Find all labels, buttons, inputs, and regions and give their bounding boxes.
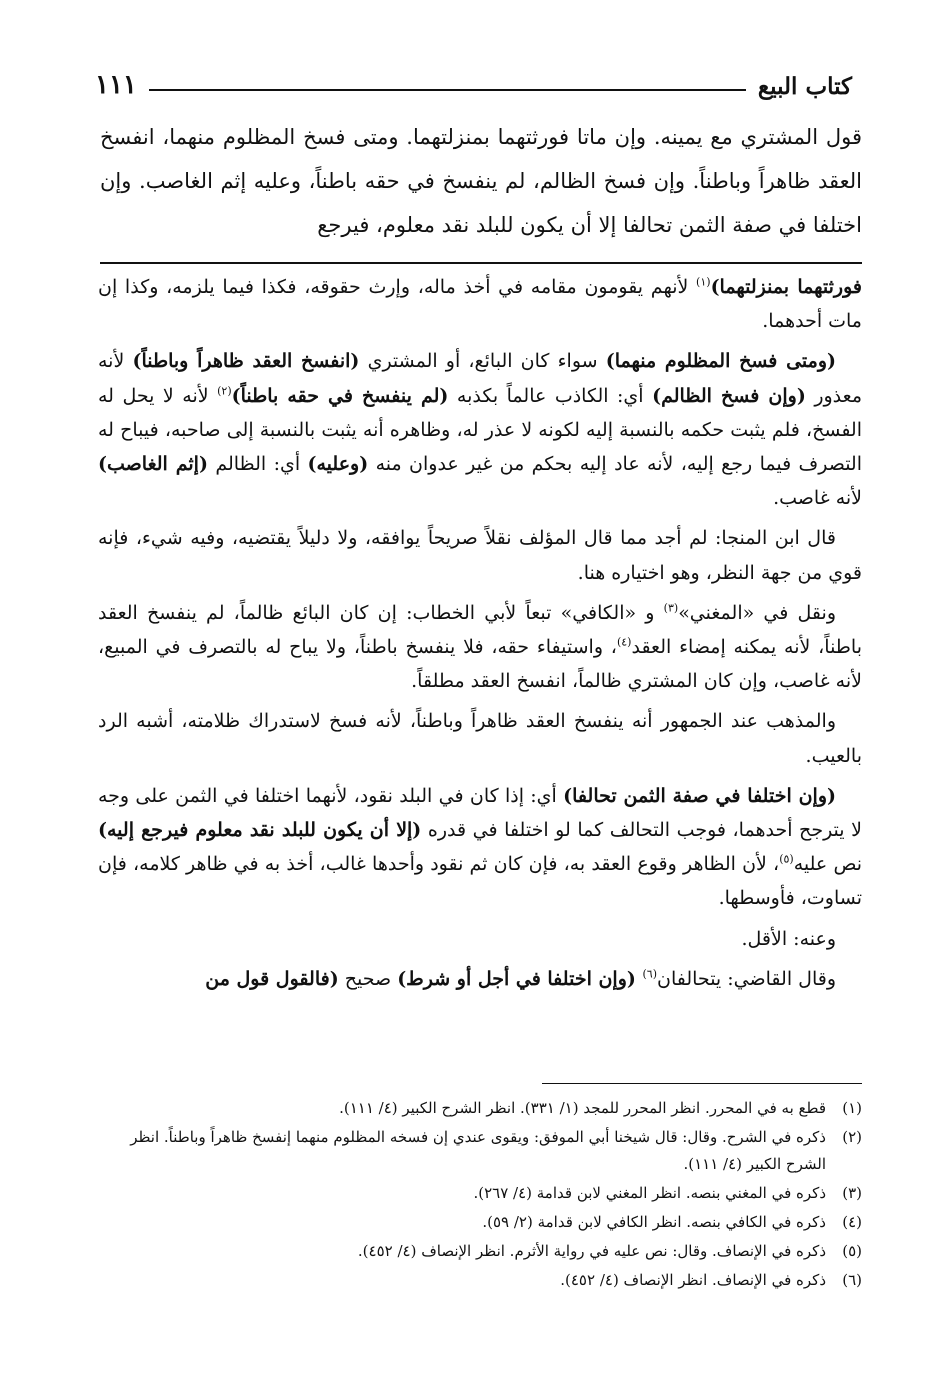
header-rule	[149, 89, 746, 91]
commentary-text: أي: الكاذب عالماً بكذبه	[448, 384, 653, 407]
commentary-text: وقال القاضي: يتحالفان	[657, 967, 836, 990]
commentary-paragraph	[98, 270, 862, 338]
commentary-text: سواء كان البائع، أو المشتري	[359, 350, 606, 373]
footnote-ref: (٢)	[217, 384, 232, 398]
commentary-paragraph	[98, 344, 862, 515]
text-divider	[100, 262, 862, 264]
footnote	[92, 1180, 862, 1207]
running-header	[95, 60, 852, 100]
footnote-number: (٣)	[842, 1184, 862, 1202]
footnote	[92, 1267, 862, 1294]
commentary-text: أي: إذا كان في البلد نقود، لأنهما اختلفا في الثمن على وجه لا يترجح أحدهما، فوجب التحالف كما لو اختلفا في قدره	[98, 784, 862, 842]
commentary-text: ، لأن الظاهر وقوع العقد به، فإن كان ثم نقود وأحدها غالب، أخذ به في ظاهر كلامه، فإن تساوت، فأوسطها.	[98, 853, 862, 910]
commentary-text: أي: الظالم	[207, 453, 308, 476]
commentary-paragraph	[98, 596, 862, 699]
chapter-title: كتاب البيع	[757, 73, 852, 100]
commentary-paragraph	[98, 779, 862, 916]
footnote-text: ذكره في الإنصاف. انظر الإنصاف (٤/ ٤٥٢).	[560, 1271, 826, 1289]
footnote-number: (١)	[842, 1099, 862, 1117]
quoted-text: (ومتى فسخ المظلوم منهما)	[605, 350, 837, 373]
commentary-paragraph: وعنه: الأقل.	[741, 927, 836, 950]
quoted-text: (انفسخ العقد ظاهراً وباطناً)	[132, 350, 360, 373]
quoted-text: (وإن اختلفا في أجل أو شرط)	[397, 967, 643, 990]
quoted-text: (إثم الغاصب)	[98, 453, 208, 476]
commentary	[98, 270, 862, 1002]
footnote	[92, 1238, 862, 1265]
footnote-ref: (٥)	[779, 852, 794, 866]
footnote-ref: (٣)	[663, 601, 679, 615]
commentary-paragraph: والمذهب عند الجمهور أنه ينفسخ العقد ظاهراً وباطناً، لأنه فسخ لاستدراك ظلامته، أشبه الرد بالعيب.	[98, 710, 862, 767]
footnote-text: ذكره في الكافي بنصه. انظر الكافي لابن قدامة (٢/ ٥٩).	[482, 1213, 826, 1231]
footnote-number: (٦)	[842, 1271, 862, 1289]
footnote-ref: (١)	[696, 275, 711, 289]
footnote-number: (٤)	[842, 1213, 862, 1231]
commentary-text: ونقل في «المغني»	[678, 601, 836, 624]
commentary-text: ، واستيفاء حقه، فلا ينفسخ باطناً، ولا يباح له بالتصرف في المبيع، لأنه غاصب، وإن كان المشتري ظالماً، انفسخ العقد مطلقاً.	[98, 636, 862, 693]
footnotes	[92, 1095, 862, 1296]
commentary-text: لأنه معذور	[98, 350, 863, 407]
main-text: قول المشتري مع يمينه. وإن ماتا فورثتهما بمنزلتهما. ومتى فسخ المظلوم منهما، انفسخ العقد ظاهراً وباطناً. وإن فسخ الظالم، لم ينفسخ في حقه باطناً، وعليه إثم الغاصب. وإن اختلفا في صفة الثمن تحالفا إلا أن يكون للبلد نقد معلوم، فيرجع	[100, 125, 862, 237]
commentary-paragraph	[98, 962, 862, 996]
commentary-text: لأنه غاصب.	[773, 487, 862, 510]
footnote	[92, 1095, 862, 1122]
footnote-text: ذكره في الإنصاف. وقال: نص عليه في رواية الأثرم. انظر الإنصاف (٤/ ٤٥٢).	[357, 1242, 826, 1260]
commentary-text: و «الكافي» تبعاً لأبي الخطاب: إن كان البائع ظالماً، لم ينفسخ العقد باطناً، لأنه يمكنه إمضاء العقد	[98, 601, 863, 659]
footnote	[92, 1124, 862, 1178]
footnote-number: (٥)	[842, 1242, 862, 1260]
footnote-text: ذكره في المغني بنصه. انظر المغني لابن قدامة (٤/ ٢٦٧).	[473, 1184, 826, 1202]
commentary-paragraph: قال ابن المنجا: لم أجد مما قال المؤلف نقلاً صريحاً يوافقه، ولا دليلاً يقتضيه، وفيه شيء، فإنه قوي من جهة النظر، وهو اختياره هنا.	[98, 527, 862, 584]
footnote-ref: (٦)	[642, 967, 657, 981]
footnote	[92, 1209, 862, 1236]
quoted-text: (وإن اختلفا في صفة الثمن تحالفا)	[563, 784, 836, 807]
footnote-text: قطع به في المحرر. انظر المحرر للمجد (١/ ٣٣١). انظر الشرح الكبير (٤/ ١١١).	[339, 1099, 826, 1117]
quoted-text: (إلا أن يكون للبلد نقد معلوم فيرجع إليه)	[98, 819, 422, 842]
quoted-text: (وإن فسخ الظالم)	[652, 384, 806, 407]
page-number: ١١١	[95, 70, 137, 100]
quoted-text: (فالقول قول من	[205, 967, 339, 990]
commentary-text: لأنه لا يحل له الفسخ، فلم يثبت حكمه بالنسبة إليه لكونه لا عذر له، وظاهره أنه يثبت بالنسبة إلى صاحبه، فيباح له التصرف فيما رجع إليه، لأنه عاد إليه بحكم من غير عدوان منه	[98, 384, 862, 476]
quoted-text: فورثتهما بمنزلتهما)	[710, 276, 862, 298]
commentary-text: صحيح	[338, 967, 398, 990]
footnote-ref: (٤)	[616, 635, 632, 649]
footnote-number: (٢)	[842, 1128, 862, 1146]
quoted-text: (وعليه)	[307, 453, 369, 476]
quoted-text: (لم ينفسخ في حقه باطناً)	[231, 384, 449, 407]
footnote-text: ذكره في الشرح. وقال: قال شيخنا أبي الموفق: ويقوى عندي إن فسخه المظلوم منهما إنفسخ ظاهراً وباطناً. انظر الشرح الكبير (٤/ ١١١).	[130, 1128, 826, 1173]
commentary-text: لأنهم يقومون مقامه في أخذ ماله، وإرث حقوقه، فكذا فيما يلزمه، وكذا إن مات أحدهما.	[98, 276, 862, 333]
commentary-text: نص عليه	[793, 853, 863, 876]
footnote-divider	[542, 1083, 862, 1084]
